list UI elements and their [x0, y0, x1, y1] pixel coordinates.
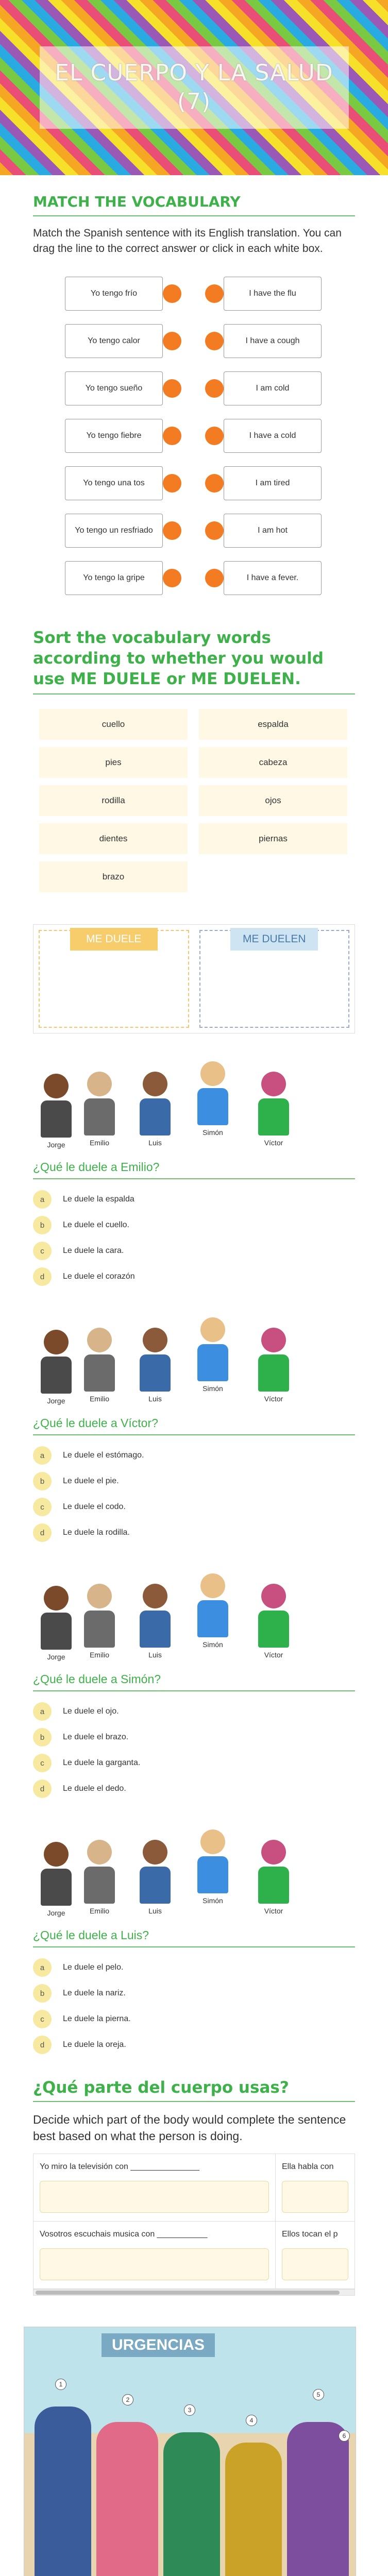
person-name: Luis	[148, 1395, 162, 1403]
match-left-box[interactable]: Yo tengo sueño	[65, 371, 163, 405]
match-left-dot[interactable]	[163, 379, 181, 398]
word-chip[interactable]: piernas	[199, 823, 347, 854]
word-chip[interactable]: pies	[39, 747, 188, 778]
divider	[33, 1946, 355, 1947]
match-right-box[interactable]: I am hot	[224, 514, 322, 548]
person-name: Simón	[203, 1640, 223, 1649]
option-text: Le duele el pelo.	[63, 1963, 124, 1972]
matching-area	[33, 270, 355, 602]
question-block	[33, 1829, 355, 2058]
bucket-label: ME DUELEN	[230, 928, 318, 951]
divider	[33, 215, 355, 216]
waiting-room-illustration	[24, 2327, 356, 2576]
match-row	[65, 270, 355, 317]
option-text: Le duele la rodilla.	[63, 1528, 130, 1537]
sentence-prompt: Ellos tocan el p	[282, 2230, 338, 2239]
page-title: EL CUERPO Y LA SALUD (7)	[40, 46, 349, 129]
bucket-me-duelen[interactable]	[199, 930, 350, 1028]
answer-option[interactable]	[33, 2006, 355, 2032]
person-figure	[80, 1840, 119, 1915]
answer-option[interactable]	[33, 1468, 355, 1494]
option-letter: a	[33, 1702, 52, 1721]
option-text: Le duele el estómago.	[63, 1451, 144, 1460]
person-figure	[37, 1842, 75, 1917]
person-figure	[80, 1072, 119, 1147]
person-name: Jorge	[47, 1397, 65, 1405]
match-heading: MATCH THE VOCABULARY	[33, 193, 241, 210]
person-name: Luis	[148, 1139, 162, 1147]
table-row	[33, 2222, 355, 2289]
option-letter: d	[33, 1267, 52, 1286]
question-title: ¿Qué le duele a Luis?	[33, 1928, 149, 1942]
match-row	[65, 412, 355, 460]
person-figure	[136, 1584, 174, 1659]
answer-option[interactable]	[33, 1238, 355, 1264]
match-row	[65, 365, 355, 412]
answer-option[interactable]	[33, 1494, 355, 1520]
title-banner	[0, 0, 388, 175]
table-cell	[276, 2154, 355, 2221]
option-letter: d	[33, 2036, 52, 2054]
person-figure	[80, 1584, 119, 1659]
bodypart-heading: ¿Qué parte del cuerpo usas?	[33, 2078, 289, 2097]
table-cell	[276, 2222, 355, 2289]
match-right-dot[interactable]	[205, 569, 224, 587]
word-chip[interactable]: rodilla	[39, 785, 188, 816]
person-name: Emilio	[89, 1651, 110, 1659]
match-right-box[interactable]: I am cold	[224, 371, 322, 405]
person-figure	[194, 1573, 232, 1649]
horizontal-scrollbar[interactable]	[33, 2289, 355, 2295]
match-left-box[interactable]: Yo tengo la gripe	[65, 561, 163, 595]
person-figure	[136, 1840, 174, 1915]
option-text: Le duele la cara.	[63, 1246, 124, 1255]
divider	[33, 1434, 355, 1435]
match-row	[65, 507, 355, 554]
match-left-dot[interactable]	[163, 569, 181, 587]
match-row	[65, 554, 355, 602]
match-left-dot[interactable]	[163, 427, 181, 445]
option-text: Le duele el corazón	[63, 1272, 135, 1281]
person-name: Víctor	[264, 1651, 283, 1659]
option-text: Le duele el codo.	[63, 1502, 126, 1511]
table-cell	[33, 2154, 276, 2221]
option-letter: a	[33, 1958, 52, 1977]
match-right-box[interactable]: I have a cold	[224, 419, 322, 453]
patient-figure	[96, 2422, 158, 2576]
person-figure	[255, 1072, 293, 1147]
match-left-dot[interactable]	[163, 284, 181, 303]
table-row	[33, 2154, 355, 2222]
person-name: Jorge	[47, 1653, 65, 1661]
questions-section	[0, 1061, 388, 2058]
person-name: Emilio	[89, 1139, 110, 1147]
person-number: 3	[184, 2404, 195, 2416]
divider	[33, 2101, 355, 2102]
person-figure	[136, 1328, 174, 1403]
match-right-box[interactable]: I have a fever.	[224, 561, 322, 595]
option-letter: b	[33, 1216, 52, 1234]
patient-figure	[163, 2432, 220, 2576]
option-letter: d	[33, 1523, 52, 1542]
patient-figure	[287, 2422, 349, 2576]
question-block	[33, 1061, 355, 1290]
answer-option[interactable]	[33, 1724, 355, 1750]
person-name: Simón	[203, 1384, 223, 1393]
option-letter: b	[33, 1984, 52, 2003]
person-figure	[80, 1328, 119, 1403]
person-figure	[136, 1072, 174, 1147]
person-name: Víctor	[264, 1907, 283, 1915]
option-text: Le duele la nariz.	[63, 1989, 126, 1997]
person-figure	[194, 1061, 232, 1137]
person-name: Víctor	[264, 1395, 283, 1403]
match-right-dot[interactable]	[205, 427, 224, 445]
bucket-label: ME DUELE	[70, 928, 158, 951]
people-illustration	[33, 1573, 355, 1669]
answer-option[interactable]	[33, 2032, 355, 2058]
answer-option[interactable]	[33, 1187, 355, 1212]
word-chip[interactable]: cuello	[39, 709, 188, 740]
question-block	[33, 1573, 355, 1802]
divider	[33, 1690, 355, 1691]
word-chip[interactable]: cabeza	[199, 747, 347, 778]
option-text: Le duele la pierna.	[63, 2014, 131, 2023]
option-letter: d	[33, 1780, 52, 1798]
option-letter: a	[33, 1190, 52, 1209]
scrollbar-thumb[interactable]	[36, 2291, 340, 2295]
bodypart-instructions: Decide which part of the body would complete the sentence best based on what the person is doing.	[33, 2113, 346, 2143]
match-left-dot[interactable]	[163, 521, 181, 540]
people-illustration	[33, 1317, 355, 1413]
answer-option[interactable]	[33, 1750, 355, 1776]
person-number: 5	[313, 2389, 324, 2400]
bucket-me-duele[interactable]	[39, 930, 189, 1028]
answer-input[interactable]	[40, 2248, 269, 2280]
bodypart-section	[0, 2078, 388, 2296]
person-number: 1	[55, 2379, 66, 2390]
match-right-dot[interactable]	[205, 521, 224, 540]
question-title: ¿Qué le duele a Víctor?	[33, 1416, 158, 1430]
person-name: Jorge	[47, 1141, 65, 1149]
person-figure	[194, 1317, 232, 1393]
match-right-dot[interactable]	[205, 379, 224, 398]
word-chip[interactable]: dientes	[39, 823, 188, 854]
person-number: 4	[246, 2415, 257, 2426]
match-right-dot[interactable]	[205, 474, 224, 493]
person-figure	[37, 1330, 75, 1405]
people-illustration	[33, 1829, 355, 1925]
word-bank	[39, 709, 355, 892]
match-left-dot[interactable]	[163, 474, 181, 493]
question-block	[33, 1317, 355, 1546]
person-figure	[255, 1328, 293, 1403]
person-number: 6	[339, 2430, 350, 2442]
answer-option[interactable]	[33, 1776, 355, 1802]
person-figure	[37, 1074, 75, 1149]
answer-option[interactable]	[33, 1212, 355, 1238]
answer-option[interactable]	[33, 1699, 355, 1724]
urgencias-sign: URGENCIAS	[102, 2333, 215, 2357]
match-instructions: Match the Spanish sentence with its English translation. You can drag the line to the correct answer or click in each white box.	[33, 227, 342, 255]
question-title: ¿Qué le duele a Emilio?	[33, 1160, 160, 1174]
sentence-prompt: Yo miro la televisión con _______________	[40, 2162, 199, 2171]
sort-buckets	[33, 924, 355, 1033]
answer-option[interactable]	[33, 1264, 355, 1290]
person-name: Víctor	[264, 1139, 283, 1147]
option-text: Le duele el ojo.	[63, 1707, 119, 1716]
person-name: Simón	[203, 1896, 223, 1905]
person-name: Emilio	[89, 1395, 110, 1403]
option-letter: c	[33, 2010, 52, 2028]
match-left-box[interactable]: Yo tengo frío	[65, 277, 163, 311]
divider	[33, 1178, 355, 1179]
bodypart-table	[33, 2154, 355, 2296]
option-letter: c	[33, 1754, 52, 1772]
patient-figure	[35, 2406, 91, 2576]
person-name: Emilio	[89, 1907, 110, 1915]
person-name: Simón	[203, 1128, 223, 1137]
word-chip[interactable]: espalda	[199, 709, 347, 740]
person-figure	[194, 1829, 232, 1905]
match-right-box[interactable]: I am tired	[224, 466, 322, 500]
match-section	[0, 193, 388, 602]
patient-figure	[225, 2443, 282, 2576]
divider	[33, 693, 355, 694]
sort-heading: Sort the vocabulary words according to whether you would use ME DUELE or ME DUELEN.	[33, 629, 324, 688]
match-row	[65, 460, 355, 507]
option-letter: c	[33, 1242, 52, 1260]
match-left-box[interactable]: Yo tengo calor	[65, 324, 163, 358]
person-figure	[37, 1586, 75, 1661]
question-title: ¿Qué le duele a Simón?	[33, 1672, 161, 1686]
option-letter: b	[33, 1472, 52, 1490]
person-name: Luis	[148, 1907, 162, 1915]
answer-input[interactable]	[40, 2181, 269, 2213]
answer-option[interactable]	[33, 1980, 355, 2006]
person-figure	[255, 1840, 293, 1915]
person-number: 2	[122, 2394, 133, 2405]
option-text: Le duele la oreja.	[63, 2040, 126, 2049]
sentence-prompt: Ella habla con	[282, 2162, 334, 2171]
people-illustration	[33, 1061, 355, 1157]
option-letter: b	[33, 1728, 52, 1747]
option-text: Le duele el brazo.	[63, 1733, 129, 1741]
sort-section	[0, 628, 388, 1033]
match-right-dot[interactable]	[205, 284, 224, 303]
match-right-dot[interactable]	[205, 332, 224, 350]
word-chip[interactable]: brazo	[39, 861, 188, 892]
answer-option[interactable]	[33, 1520, 355, 1546]
sentence-prompt: Vosotros escuchais musica con ___________	[40, 2230, 208, 2239]
option-text: Le duele la espalda	[63, 1195, 134, 1204]
match-left-box[interactable]: Yo tengo una tos	[65, 466, 163, 500]
answer-option[interactable]	[33, 1443, 355, 1468]
option-text: Le duele el pie.	[63, 1477, 119, 1485]
option-letter: a	[33, 1446, 52, 1465]
match-row	[65, 317, 355, 365]
match-left-box[interactable]: Yo tengo fiebre	[65, 419, 163, 453]
option-text: Le duele la garganta.	[63, 1758, 141, 1767]
person-name: Luis	[148, 1651, 162, 1659]
person-name: Jorge	[47, 1909, 65, 1917]
match-right-box[interactable]: I have the flu	[224, 277, 322, 311]
match-left-dot[interactable]	[163, 332, 181, 350]
match-right-box[interactable]: I have a cough	[224, 324, 322, 358]
table-cell	[33, 2222, 276, 2289]
match-left-box[interactable]: Yo tengo un resfriado	[65, 514, 163, 548]
option-letter: c	[33, 1498, 52, 1516]
option-text: Le duele el cuello.	[63, 1221, 129, 1229]
answer-input[interactable]	[282, 2248, 348, 2280]
answer-option[interactable]	[33, 1955, 355, 1980]
option-text: Le duele el dedo.	[63, 1784, 126, 1793]
word-chip[interactable]: ojos	[199, 785, 347, 816]
answer-input[interactable]	[282, 2181, 348, 2213]
person-figure	[255, 1584, 293, 1659]
